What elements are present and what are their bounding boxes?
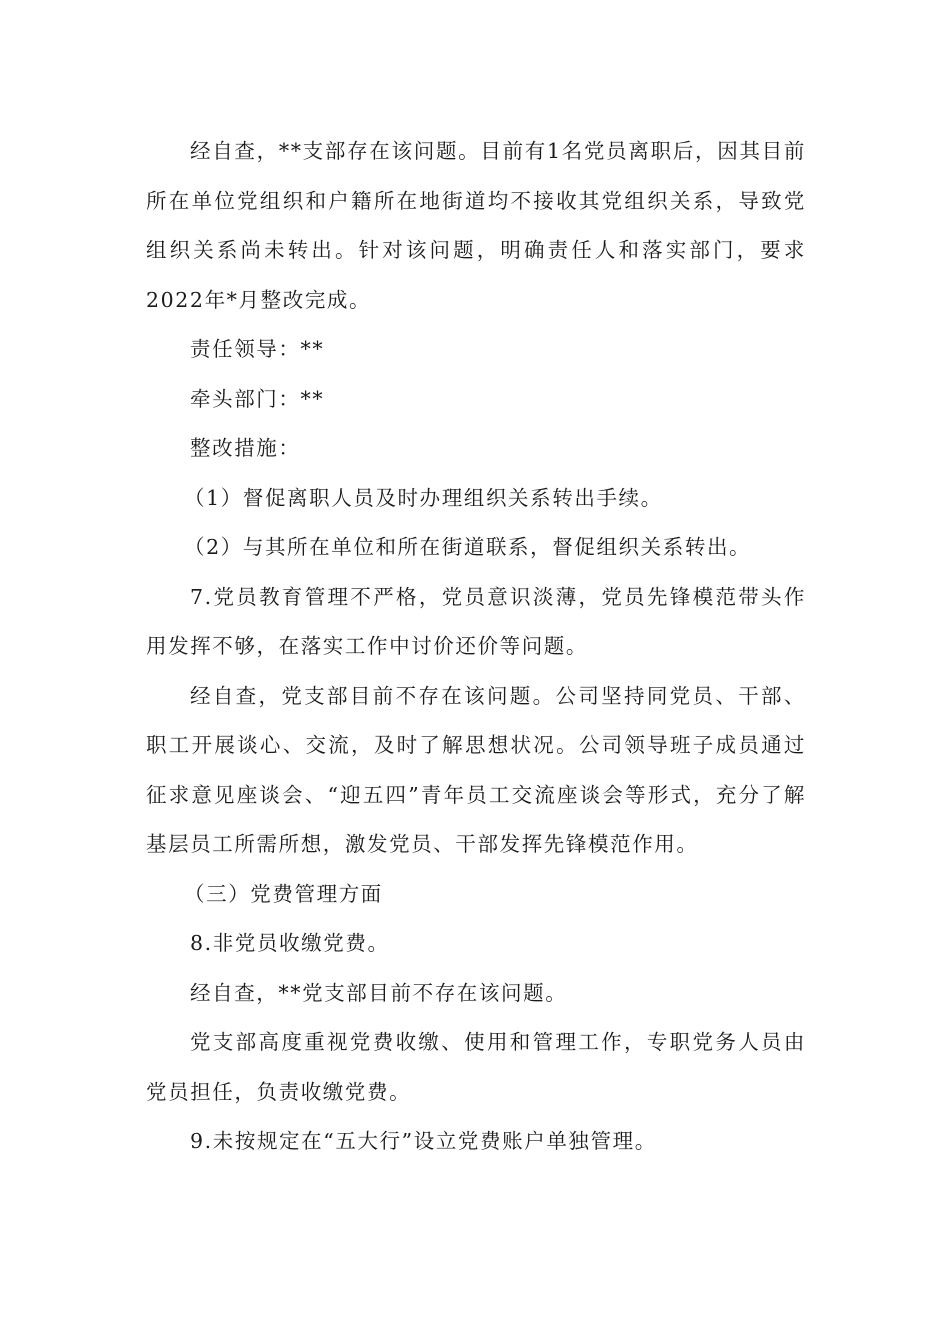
paragraph-measure-1: （1）督促离职人员及时办理组织关系转出手续。 <box>184 485 663 510</box>
paragraph-lead-department: 牵头部门：** <box>190 386 325 411</box>
paragraph-rectification-heading: 整改措施： <box>190 436 301 460</box>
paragraph-item-7: 7.党员教育管理不严格，党员意识淡薄，党员先锋模范带头作用发挥不够，在落实工作中讨价还价等问题。 <box>146 584 806 658</box>
document-body <box>146 127 806 1167</box>
paragraph-responsible-leader: 责任领导：** <box>190 337 325 361</box>
paragraph-item-8: 8.非党员收缴党费。 <box>190 931 390 955</box>
paragraph-self-check-item-7: 经自查，党支部目前不存在该问题。公司坚持同党员、干部、职工开展谈心、交流，及时了解思想状况。公司领导班子成员通过征求意见座谈会、“迎五四”青年员工交流座谈会等形式，充分了解基层员工所需所想，激发党员、干部发挥先锋模范作用。 <box>146 683 806 856</box>
section-heading-party-fee: （三）党费管理方面 <box>184 881 383 906</box>
paragraph-item-9: 9.未按规定在“五大行”设立党费账户单独管理。 <box>190 1129 657 1153</box>
paragraph-self-check-branch: 经自查，**支部存在该问题。目前有1名党员离职后，因其目前所在单位党组织和户籍所在地街道均不接收其党组织关系，导致党组织关系尚未转出。针对该问题，明确责任人和落实部门，要求2022年*月整改完成。 <box>146 139 806 312</box>
paragraph-measure-2: （2）与其所在单位和所在街道联系，督促组织关系转出。 <box>184 535 752 559</box>
paragraph-self-check-item-8: 经自查，**党支部目前不存在该问题。 <box>190 980 568 1005</box>
paragraph-party-fee-management: 党支部高度重视党费收缴、使用和管理工作，专职党务人员由党员担任，负责收缴党费。 <box>146 1030 806 1104</box>
